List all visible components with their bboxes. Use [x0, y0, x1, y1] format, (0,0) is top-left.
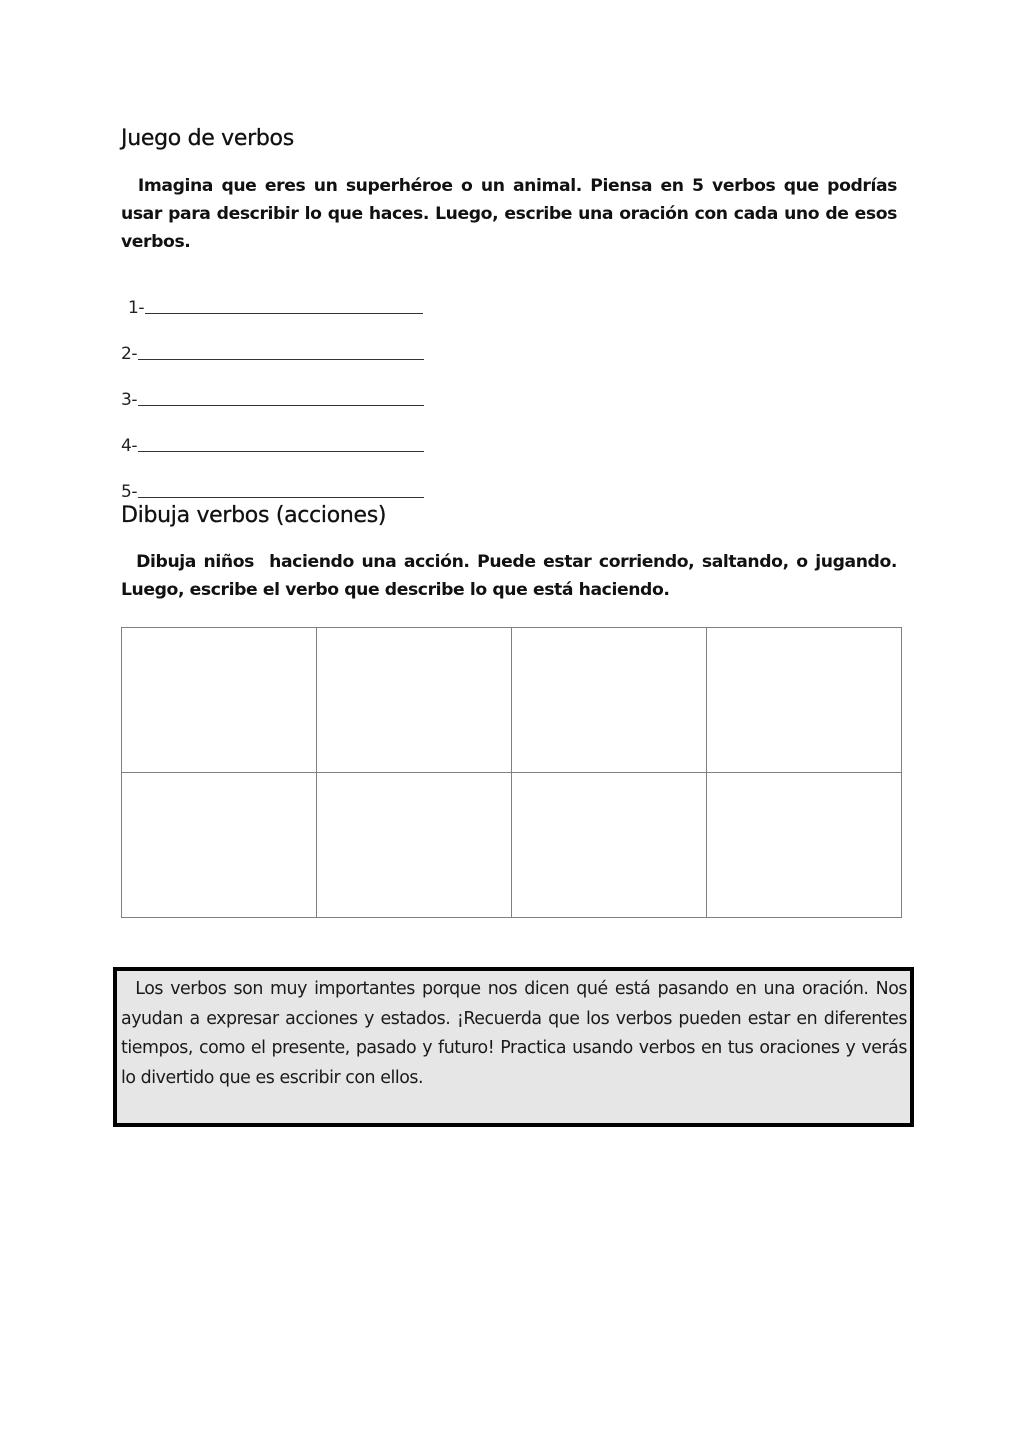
drawing-grid-row [122, 628, 902, 773]
drawing-cell[interactable] [512, 773, 707, 918]
answer-line-label: 4- [121, 436, 137, 456]
section-heading-dibuja-verbos: Dibuja verbos (acciones) [121, 503, 387, 528]
section-instructions-juego: Imagina que eres un superhéroe o un animal. Piensa en 5 verbos que podrías usar para describir lo que haces. Luego, escribe una oración con cada uno de esos verbos. [121, 176, 897, 252]
drawing-cell[interactable] [122, 773, 317, 918]
answer-line-4[interactable] [121, 410, 424, 456]
drawing-cell[interactable] [317, 773, 512, 918]
answer-line-label: 3- [121, 390, 137, 410]
drawing-grid-row [122, 773, 902, 918]
blank-line[interactable] [138, 450, 424, 452]
section-instructions-dibuja: Dibuja niños haciendo una acción. Puede estar corriendo, saltando, o jugando. Luego, escribe el verbo que describe lo que está haciendo. [121, 552, 897, 600]
answer-line-label: 1- [128, 298, 144, 318]
blank-line[interactable] [145, 312, 423, 314]
answer-line-2[interactable] [121, 318, 424, 364]
drawing-cell[interactable] [122, 628, 317, 773]
note-text: Los verbos son muy importantes porque nos dicen qué está pasando en una oración. Nos ayudan a expresar acciones y estados. ¡Recuerda que los verbos pueden estar en diferentes tiempos, como el presente, pasado y futuro! Practica usando verbos en tus oraciones y verás lo divertido que es escribir con ellos. [121, 979, 907, 1088]
answer-line-label: 2- [121, 344, 137, 364]
drawing-cell[interactable] [707, 628, 902, 773]
section-heading-juego-de-verbos: Juego de verbos [121, 126, 294, 151]
blank-line[interactable] [138, 404, 424, 406]
drawing-cell[interactable] [707, 773, 902, 918]
drawing-cell[interactable] [317, 628, 512, 773]
answer-lines-list [121, 272, 424, 502]
answer-line-3[interactable] [121, 364, 424, 410]
answer-line-5[interactable] [121, 456, 424, 502]
note-box [113, 967, 914, 1127]
answer-line-label: 5- [121, 482, 137, 502]
answer-line-1[interactable] [121, 272, 424, 318]
blank-line[interactable] [138, 496, 424, 498]
drawing-grid [121, 627, 902, 918]
blank-line[interactable] [138, 358, 424, 360]
drawing-cell[interactable] [512, 628, 707, 773]
